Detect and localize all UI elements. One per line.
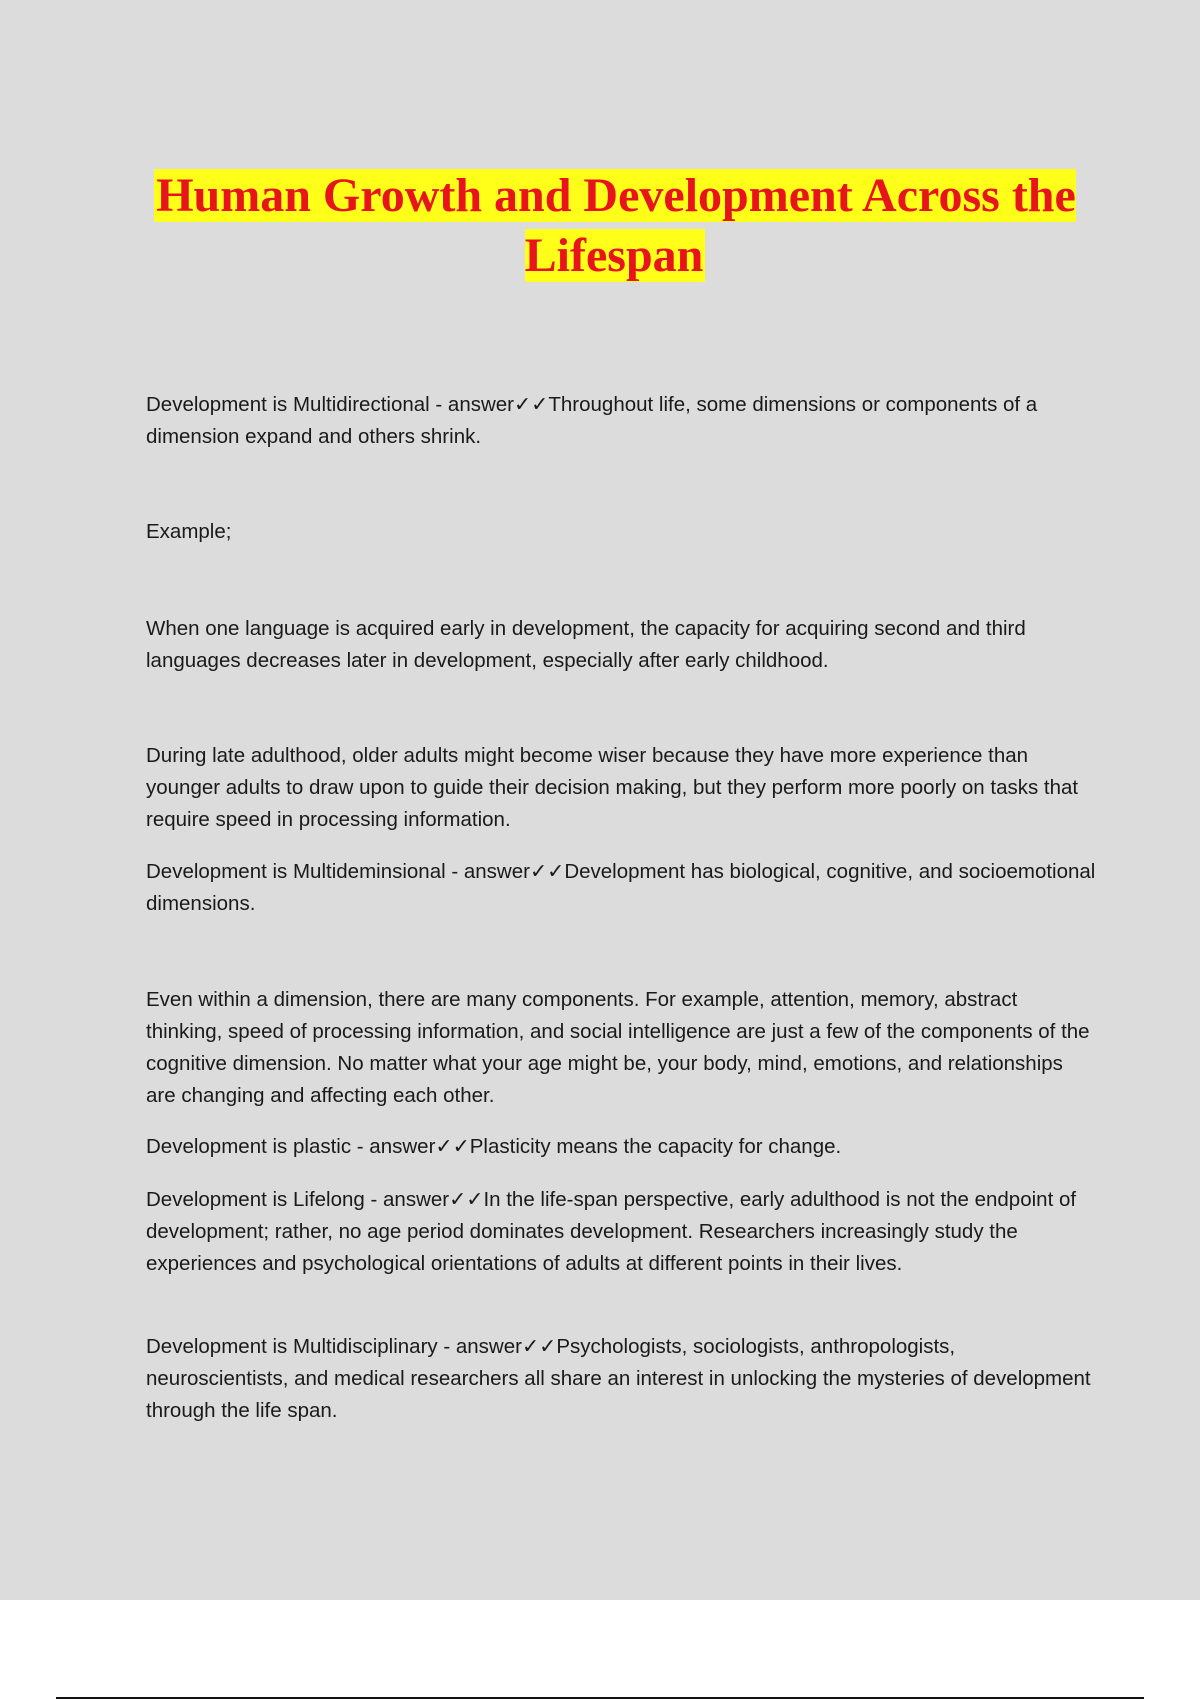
document-title xyxy=(120,166,1110,286)
paragraph-language-example: When one language is acquired early in development, the capacity for acquiring second and third languages decreases later in development, especially after early childhood. xyxy=(146,617,1026,672)
paragraph-multidirectional: Development is Multidirectional - answer✓✓Throughout life, some dimensions or components of a dimension expand and others shrink. xyxy=(146,393,1038,448)
paragraph-plastic: Development is plastic - answer✓✓Plasticity means the capacity for change. xyxy=(146,1135,842,1158)
paragraph-multidimensional: Development is Multideminsional - answer✓✓Development has biological, cognitive, and socioemotional dimensions. xyxy=(146,860,1096,915)
footer-divider xyxy=(56,1697,1144,1699)
paragraph-components: Even within a dimension, there are many components. For example, attention, memory, abstract thinking, speed of processing information, and social intelligence are just a few of the components of the cognitive dimension. No matter what your age might be, your body, mind, emotions, and relationships are changing and affecting each other. xyxy=(146,988,1090,1107)
paragraph-late-adulthood: During late adulthood, older adults might become wiser because they have more experience than younger adults to draw upon to guide their decision making, but they perform more poorly on tasks that require speed in processing information. xyxy=(146,744,1079,831)
paragraph-multidisciplinary: Development is Multidisciplinary - answer✓✓Psychologists, sociologists, anthropologists, neuroscientists, and medical researchers all share an interest in unlocking the mysteries of development through the life span. xyxy=(146,1335,1091,1422)
document-title-text: Human Growth and Development Across the Lifespan xyxy=(156,169,1076,282)
paragraph-lifelong: Development is Lifelong - answer✓✓In the life-span perspective, early adulthood is not the endpoint of development; rather, no age period dominates development. Researchers increasingly study the experiences and psychological orientations of adults at different points in their lives. xyxy=(146,1188,1077,1275)
paragraph-example-label: Example; xyxy=(146,520,232,543)
